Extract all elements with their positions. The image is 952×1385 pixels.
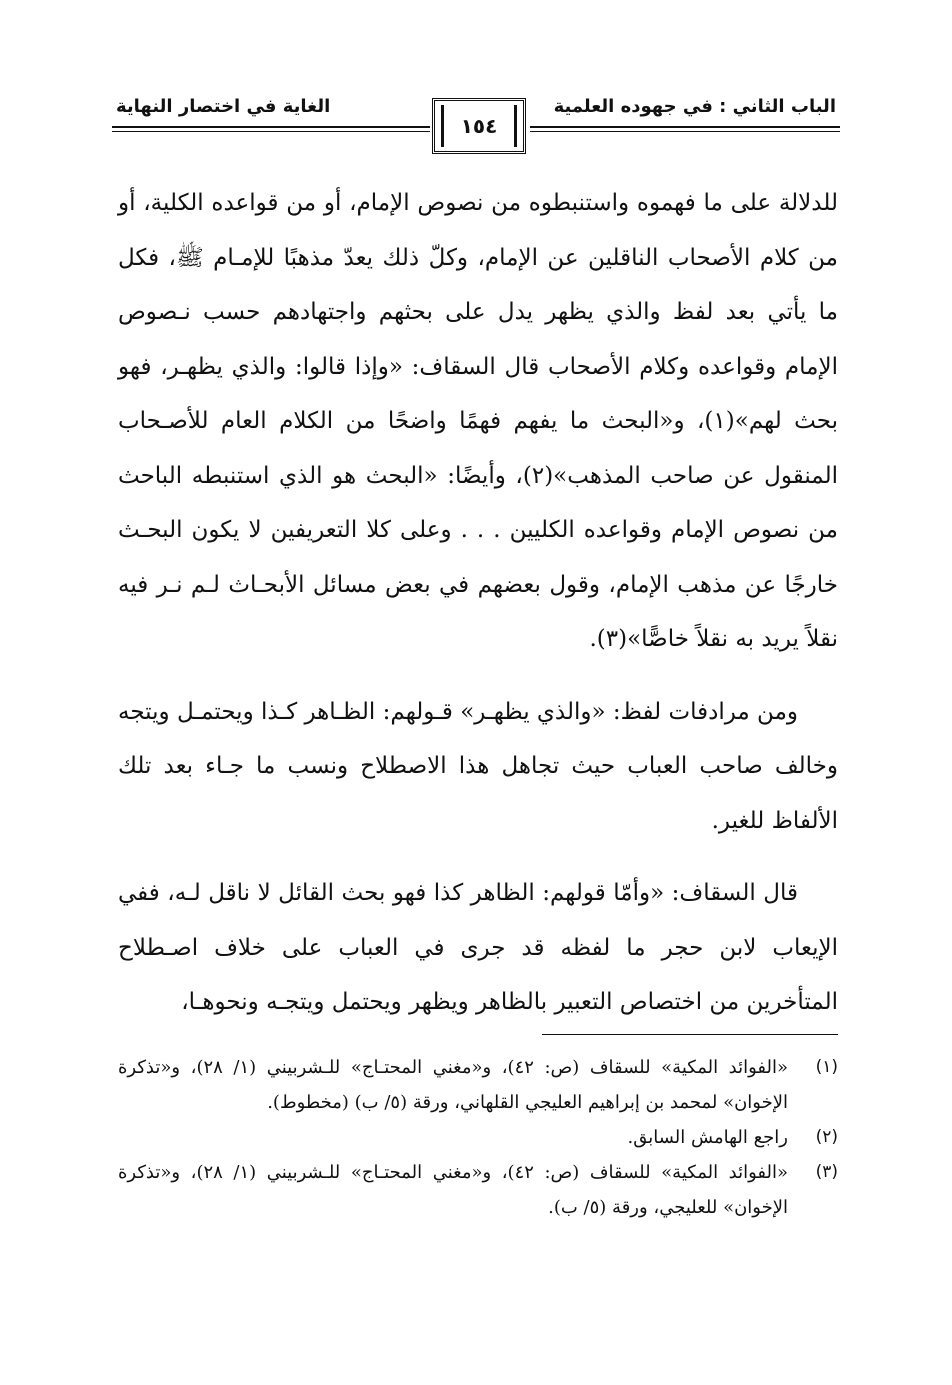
footnote-item bbox=[118, 1050, 838, 1120]
paragraph: قال السقاف: «وأمّا قولهم: الظاهر كذا فهو بحث القائل لا ناقل لـه، ففي الإيعاب لابن حجر ما لفظه قد جرى في العباب على خلاف اصـطلاح المتأخرين من اختصاص التعبير بالظاهر ويظهر ويحتمل ويتجـه ونحوهـا، bbox=[118, 880, 838, 1015]
header-rule-left-thin bbox=[112, 131, 430, 132]
footnote-text: راجع الهامش السابق. bbox=[627, 1127, 788, 1148]
footnote-number: (١) bbox=[815, 1057, 838, 1077]
running-title-chapter: الباب الثاني : في جهوده العلمية bbox=[553, 96, 836, 117]
footnote-text: «الفوائد المكية» للسقاف (ص: ٤٢)، و«مغني المحتـاج» للـشربيني (١/ ٢٨)، و«تذكرة الإخوان» لمحمد بن إبراهيم العليجي القلهاني، ورقة (٥/ ب) (مخطوط). bbox=[118, 1057, 788, 1113]
header-rule-right-thin bbox=[530, 131, 840, 132]
page-number-frame bbox=[432, 98, 526, 154]
footnote-item bbox=[118, 1120, 838, 1155]
running-title-book: الغاية في اختصار النهاية bbox=[116, 96, 331, 117]
footnote-separator bbox=[542, 1034, 838, 1035]
main-text bbox=[118, 176, 838, 1030]
paragraph: للدلالة على ما فهموه واستنبطوه من نصوص الإمام، أو من قواعده الكلية، أو من كلام الأصحاب الناقلين عن الإمام، وكلّ ذلك يعدّ مذهبًا للإمـام ﷺ، فكل ما يأتي بعد لفظ والذي يظهر يدل على بحثهم واجتهادهم حسب نـصوص الإمام وقواعده وكلام الأصحاب قال السقاف: «وإذا قالوا: والذي يظهـر، فهو بحث لهم»(١)، و«البحث ما يفهم فهمًا واضحًا من الكلام العام للأصـحاب المنقول عن صاحب المذهب»(٢)، وأيضًا: «البحث هو الذي استنبطه الباحث من نصوص الإمام وقواعده الكليين . . . وعلى كلا التعريفين لا يكون البحـث خارجًا عن مذهب الإمام، وقول بعضهم في بعض مسائل الأبحـاث لـم نـر فيه نقلاً يريد به نقلاً خاصًّا»(٣). bbox=[118, 190, 839, 652]
footnote-item bbox=[118, 1155, 838, 1225]
footnote-number: (٣) bbox=[815, 1162, 838, 1182]
page-header bbox=[112, 88, 840, 168]
page-number: ١٥٤ bbox=[460, 114, 498, 138]
header-rule-left bbox=[112, 126, 430, 128]
footnote-text: «الفوائد المكية» للسقاف (ص: ٤٢)، و«مغني المحتـاج» للـشربيني (١/ ٢٨)، و«تذكرة الإخوان» للعليجي، ورقة (٥/ ب). bbox=[118, 1162, 788, 1218]
footnotes bbox=[118, 1050, 838, 1225]
header-rule-right bbox=[530, 126, 840, 128]
paragraph: ومن مرادفات لفظ: «والذي يظهـر» قـولهم: الظـاهر كـذا ويحتمـل ويتجه وخالف صاحب العباب حيث تجاهل هذا الاصطلاح ونسب ما جـاء بعد تلك الألفاظ للغير. bbox=[118, 698, 838, 834]
footnote-number: (٢) bbox=[815, 1127, 838, 1147]
